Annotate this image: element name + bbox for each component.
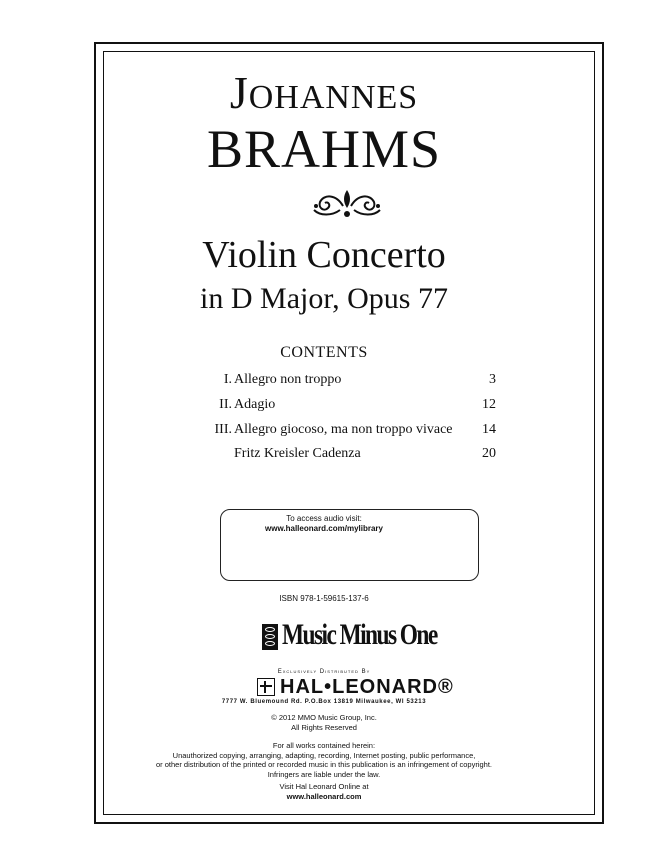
legal-line: or other distribution of the printed or recorded music in this publication is an infringement of copyright.	[155, 760, 492, 769]
mmo-logo-text: Music Minus One	[282, 618, 437, 651]
copyright-line: © 2012 MMO Music Group, Inc.	[271, 713, 377, 722]
legal-notice	[0, 741, 648, 779]
mmo-emblem-icon	[262, 624, 278, 650]
toc-title: Allegro giocoso, ma non troppo vivace	[234, 422, 453, 437]
ornament-icon	[310, 186, 384, 222]
contents-heading: CONTENTS	[280, 344, 368, 361]
composer-first-name	[0, 67, 648, 118]
audio-instructions: To access audio visit:	[286, 514, 362, 523]
toc-page: 20	[482, 446, 496, 461]
rights-line: All Rights Reserved	[291, 723, 357, 732]
toc-page: 3	[489, 372, 496, 387]
legal-line: Unauthorized copying, arranging, adapting, recording, Internet posting, public performance,	[172, 750, 476, 760]
legal-line: For all works contained herein:	[272, 741, 376, 750]
toc-number: II.	[219, 397, 232, 412]
audio-link[interactable]: www.halleonard.com/mylibrary	[265, 524, 383, 533]
toc-number: III.	[214, 422, 232, 437]
toc-title: Allegro non troppo	[234, 372, 342, 387]
distributor-caption: Exclusively Distributed By	[277, 669, 371, 675]
work-title: Violin Concerto	[202, 234, 446, 276]
first-rest: OHANNES	[248, 79, 419, 116]
music-minus-one-logo	[262, 618, 442, 654]
work-subtitle: in D Major, Opus 77	[200, 282, 448, 315]
hal-leonard-emblem-icon	[257, 678, 275, 696]
composer-last-name: BRAHMS	[206, 119, 442, 179]
website-link[interactable]: www.halleonard.com	[286, 792, 362, 801]
first-initial: J	[229, 67, 249, 118]
isbn: ISBN 978-1-59615-137-6	[279, 594, 369, 603]
toc-title: Fritz Kreisler Cadenza	[234, 446, 361, 461]
distributor-address: 7777 W. Bluemound Rd. P.O.Box 13819 Milwaukee, WI 53213	[221, 699, 427, 705]
toc-number: I.	[223, 372, 232, 387]
legal-line: Infringers are liable under the law.	[267, 769, 381, 779]
visit-caption: Visit Hal Leonard Online at	[279, 782, 369, 791]
hal-leonard-name: HAL•LEONARD®	[280, 676, 454, 698]
toc-page: 12	[482, 397, 496, 412]
toc-title: Adagio	[234, 397, 276, 412]
toc-page: 14	[482, 422, 496, 437]
